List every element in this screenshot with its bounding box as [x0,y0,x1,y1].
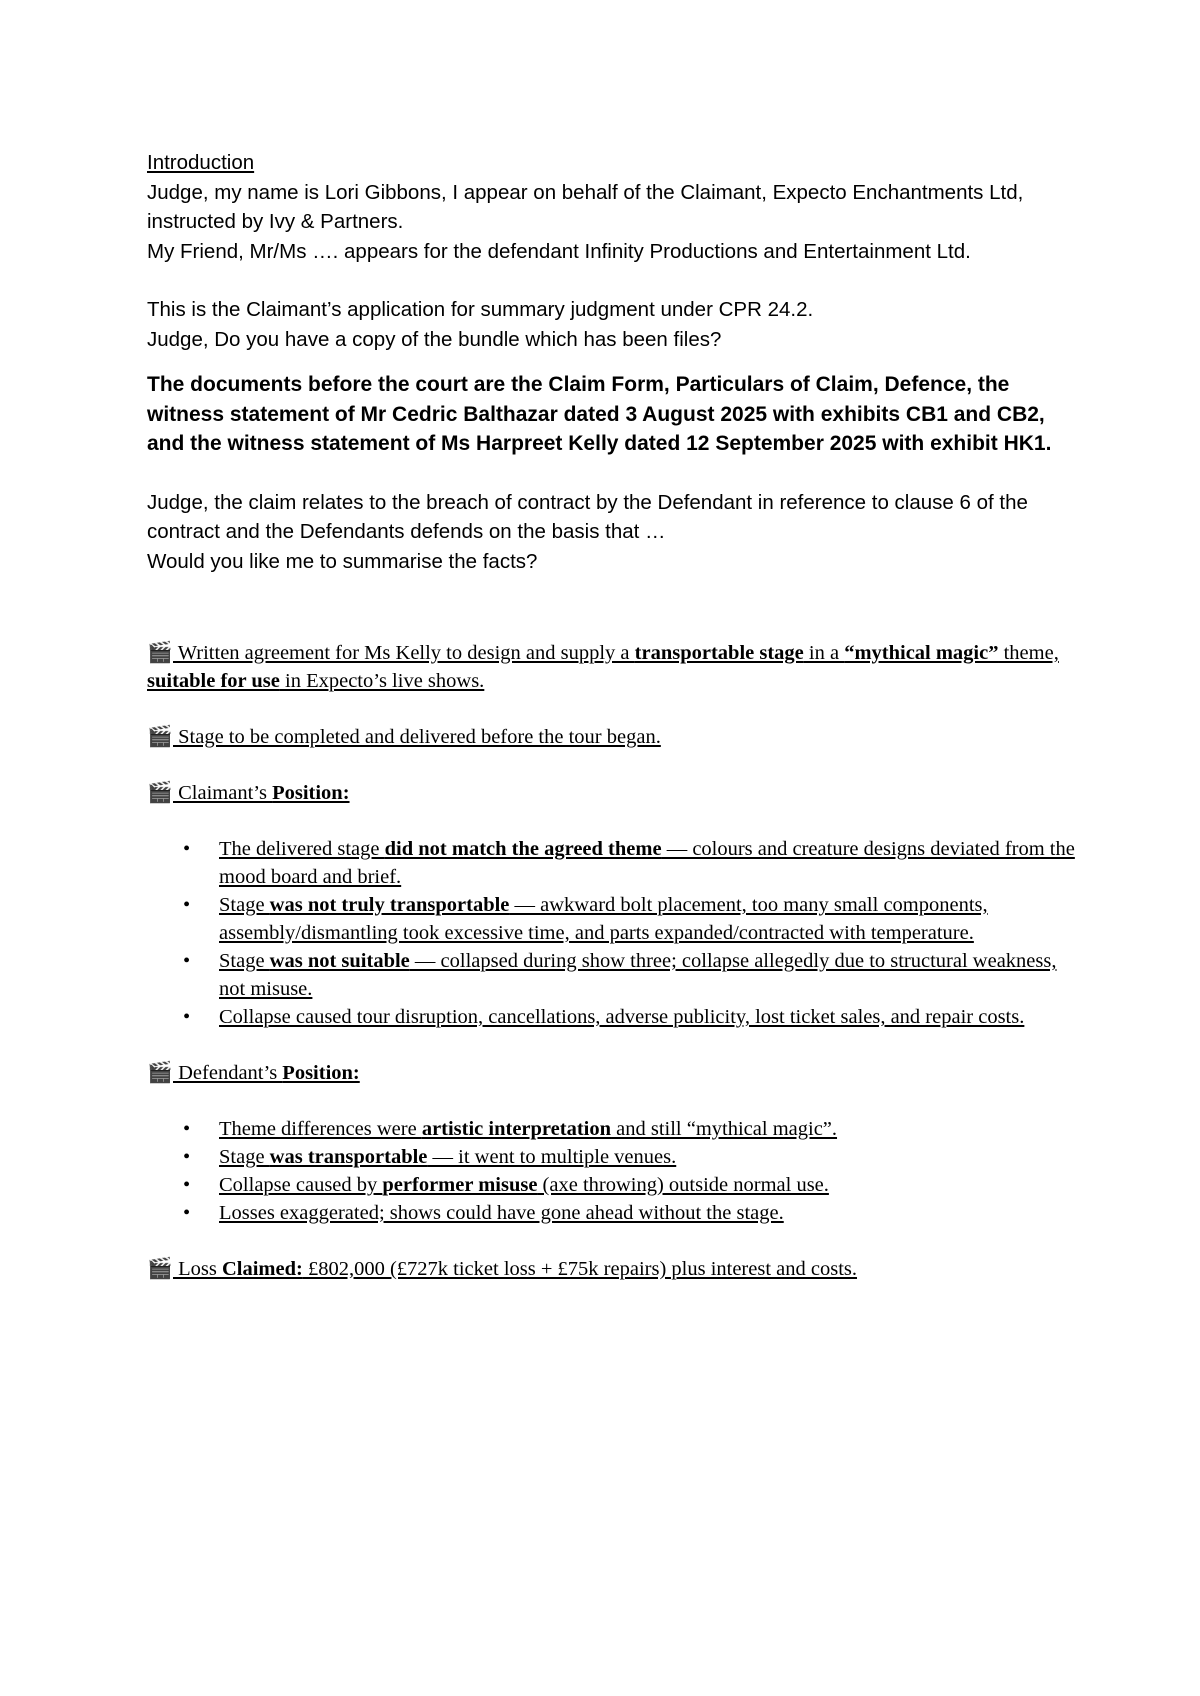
defendant-heading-bold: Position: [282,1062,360,1084]
agreement-text-g: in Expecto’s live shows. [279,670,485,692]
agreement-text-e: theme, [998,642,1059,664]
loss-text-post: £802,000 (£727k ticket loss + £75k repairs) plus interest and costs. [302,1258,858,1280]
item-text: The delivered stage [219,838,385,860]
clapperboard-icon: 🎬 [147,1258,173,1280]
question-line: Would you like me to summarise the facts? [147,549,538,573]
agreement-bold-b: transportable stage [634,642,804,664]
delivery-text: Stage to be completed and delivered before the tour began. [173,726,661,748]
item-bold: did not match the agreed theme [384,838,662,860]
claimant-heading-bold: Position: [272,782,350,804]
agreement-text-c: in a [803,642,845,664]
item-bold: artistic interpretation [421,1118,612,1140]
item-text: Collapse caused tour disruption, cancellations, adverse publicity, lost ticket sales, and repair costs. [219,1006,1025,1028]
list-item [219,891,1087,947]
intro-line-4: Judge, Do you have a copy of the bundle which has been files? [147,327,722,351]
claim-paragraph: Judge, the claim relates to the breach of contract by the Defendant in reference to clause 6 of the contract and the Defendants defends on the basis that … [147,490,1028,543]
agreement-bold-d: “mythical magic” [844,642,999,664]
clapperboard-icon: 🎬 [147,726,173,748]
list-item [219,1115,1087,1143]
defendant-position-list [147,1115,1087,1227]
list-item [219,947,1087,1003]
item-text: Theme differences were [219,1118,422,1140]
list-item [219,1199,1087,1227]
intro-line-2: My Friend, Mr/Ms …. appears for the defendant Infinity Productions and Entertainment Ltd. [147,239,971,263]
item-bold: performer misuse [382,1174,538,1196]
item-bold: was transportable [269,1146,428,1168]
item-text: and still “mythical magic”. [611,1118,838,1140]
loss-claimed-paragraph [147,1255,1087,1283]
list-item [219,835,1087,891]
documents-paragraph: The documents before the court are the Claim Form, Particulars of Claim, Defence, the witness statement of Mr Cedric Balthazar dated 3 August 2025 with exhibits CB1 and CB2, and the witness statement of Ms Harpreet Kelly dated 12 September 2025 with exhibit HK1. [147,373,1052,455]
agreement-bold-f: suitable for use [147,670,280,692]
agreement-paragraph [147,639,1087,695]
loss-text-pre: Loss [173,1258,222,1280]
item-text: Losses exaggerated; shows could have gone ahead without the stage. [219,1202,784,1224]
item-text: Collapse caused by [219,1174,383,1196]
intro-section [147,148,1087,576]
item-text: Stage [219,894,270,916]
item-text: — it went to multiple venues. [427,1146,677,1168]
agreement-text-a: Written agreement for Ms Kelly to design and supply a [173,642,635,664]
clapperboard-icon: 🎬 [147,1062,173,1084]
claimant-heading-text: Claimant’s [173,782,273,804]
defendant-position-heading [147,1059,1087,1087]
item-text: — colours and creature designs deviated from the mood board and brief. [219,838,1075,888]
item-text: Stage [219,1146,270,1168]
intro-line-3: This is the Claimant’s application for summary judgment under CPR 24.2. [147,298,814,321]
clapperboard-icon: 🎬 [147,642,173,664]
intro-line-1: Judge, my name is Lori Gibbons, I appear on behalf of the Claimant, Expecto Enchantments Ltd, instructed by Ivy & Partners. [147,180,1024,233]
list-item [219,1143,1087,1171]
facts-section [147,639,1087,1283]
claimant-position-list [147,835,1087,1031]
item-text: — collapsed during show three; collapse allegedly due to structural weakness, not misuse. [219,950,1057,1000]
item-text: (axe throwing) outside normal use. [537,1174,829,1196]
item-bold: was not truly transportable [269,894,510,916]
document-page [147,148,1087,1283]
clapperboard-icon: 🎬 [147,782,173,804]
list-item [219,1003,1087,1031]
intro-heading: Introduction [147,151,255,174]
item-bold: was not suitable [269,950,410,972]
item-text: Stage [219,950,270,972]
delivery-paragraph [147,723,1087,751]
item-text: — awkward bolt placement, too many small components, assembly/dismantling took excessive time, and parts expanded/contracted with temperature. [219,894,988,944]
defendant-heading-text: Defendant’s [173,1062,283,1084]
loss-bold: Claimed: [221,1258,303,1280]
claimant-position-heading [147,779,1087,807]
list-item [219,1171,1087,1199]
